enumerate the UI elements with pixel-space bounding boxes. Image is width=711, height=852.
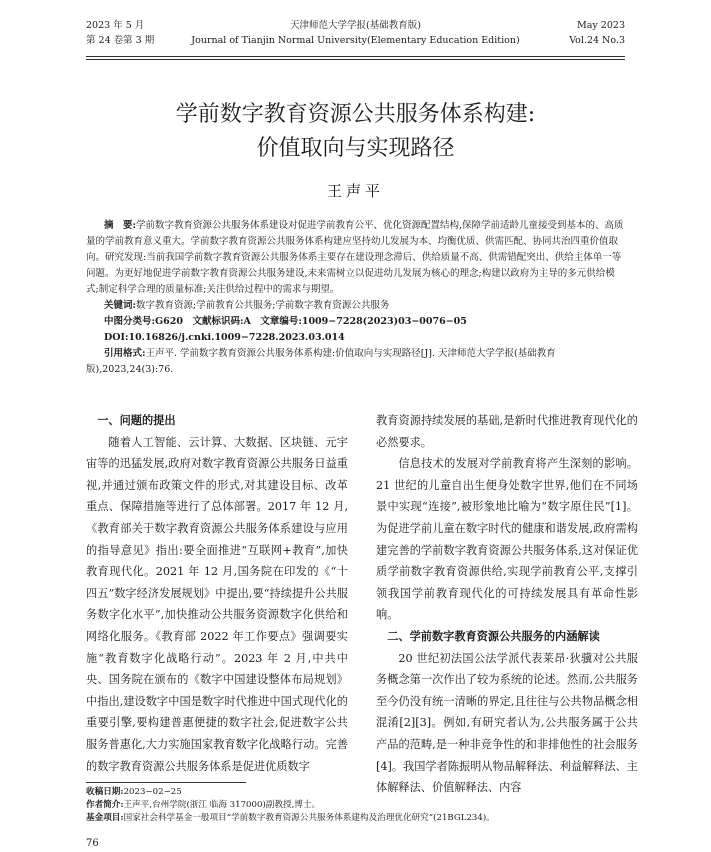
fund-label: 基金项目: <box>86 813 124 823</box>
body-paragraph: 20 世纪初法国公法学派代表莱昂·狄骥对公共服务概念第一次作出了较为系统的论述。然而,公共服务至今仍没有统一清晰的界定,且往往与公共物品概念相混淆[2][3]。例如,有研究者认为,公共服务属于公共产品的范畴,是一种非竞争性的和非排他性的社会服务[4]。我国学者陈振明从物品解释法、利益解释法、主体解释法、价值解释法、内容 <box>376 651 638 795</box>
classification <box>86 314 625 330</box>
citation <box>86 346 625 378</box>
article-title <box>60 98 651 166</box>
header-volume-en: Vol.24 No.3 <box>569 35 625 46</box>
keywords-label: 关键词: <box>104 300 137 311</box>
citation-text: 王声平. 学前数字教育资源公共服务体系构建:价值取向与实现路径[J]. 天津师范大学学报(基础教育版),2023,24(3):76. <box>86 348 556 375</box>
body-paragraph: 教育资源持续发展的基础,是新时代推进教育现代化的必然要求。 <box>376 414 638 449</box>
footnotes <box>86 786 651 825</box>
body-column-left <box>86 410 348 777</box>
section-heading: 一、问题的提出 <box>97 413 176 427</box>
author-info-label: 作者简介: <box>86 800 124 810</box>
header-rule <box>86 56 625 57</box>
body-paragraph: 随着人工智能、云计算、大数据、区块链、元宇宙等的迅猛发展,政府对数字教育资源公共服务日益重视,并通过颁布政策文件的形式,对其建设目标、改革重点、保障措施等进行了总体部署。2017 年 12 月,《教育部关于数字教育资源公共服务体系建设与应用的指导意见》指出:要全面推进“互联网+教育”,加快教育现代化。2021 年 12 月,国务院在印发的《“十四五”数字经济发展规划》中提出,要“持续提升公共服务数字化水平”,加快推动公共服务资源数字化供给和网络化服务。《教育部 2022 年工作要点》强调要实施“教育数字化战略行动”。2023 年 2 月,中共中央、国务院在颁布的《数字中国建设整体布局规划》中指出,建设数字中国是数字时代推进中国式现代化的重要引擎,要构建普惠便捷的数字社会,促进数字公共服务普惠化,大力实施国家教育数字化战略行动。完善的数字教育资源公共服务体系是促进优质数字 <box>86 435 348 773</box>
fund-info <box>86 812 651 825</box>
header-date-en: May 2023 <box>577 20 625 31</box>
author-name: 王声平 <box>326 182 384 200</box>
doi <box>86 330 625 346</box>
classification-text: 中图分类号:G620 文献标识码:A 文章编号:1009−7228(2023)03−0076−05 <box>104 316 467 327</box>
received-label: 收稿日期: <box>86 787 124 797</box>
title-line: 学前数字教育资源公共服务体系构建: <box>175 102 536 127</box>
received-text: 2023−02−25 <box>123 787 182 797</box>
footnote-rule <box>86 782 246 783</box>
fund-text: 国家社会科学基金一般项目“学前数字教育资源公共服务体系建构及治理优化研究”(21BGL234)。 <box>123 813 495 823</box>
keywords <box>86 298 625 314</box>
article-metadata <box>86 218 625 378</box>
doi-text: DOI:10.16826/j.cnki.1009−7228.2023.03.014 <box>104 332 345 343</box>
header-rule <box>86 59 625 60</box>
title-line: 价值取向与实现路径 <box>256 136 455 161</box>
header-volume: 第 24 卷第 3 期 <box>86 35 155 46</box>
keywords-text: 数字教育资源;学前教育公共服务;学前数字教育资源公共服务 <box>136 300 390 311</box>
body-paragraph: 信息技术的发展对学前教育将产生深刻的影响。21 世纪的儿童自出生便身处数字世界,他们在不同场景中实现“连接”,被形象地比喻为“数字原住民”[1]。为促进学前儿童在数字时代的健康和谐发展,政府需构建完善的学前数字教育资源公共服务体系,这对保证优质学前数字教育资源供给,实现学前教育公平,支撑引领我国学前教育现代化的可持续发展具有革命性影响。 <box>376 457 638 622</box>
received-date <box>86 786 651 799</box>
body-column-right <box>376 410 638 799</box>
header-date: 2023 年 5 月 <box>86 20 145 31</box>
abstract-label: 摘 要: <box>104 220 137 231</box>
author-info-text: 王声平,台州学院(浙江 临海 317000)副教授,博士。 <box>123 800 321 810</box>
header-journal-en: Journal of Tianjin Normal University(Elementary Education Edition) <box>191 35 520 46</box>
author-info <box>86 799 651 812</box>
abstract-text: 学前数字教育资源公共服务体系建设对促进学前教育公平、优化资源配置结构,保障学前适龄儿童接受到基本的、高质量的学前教育意义重大。学前数字教育资源公共服务体系构建应坚持幼儿发展为本、均衡优质、供需匹配、协同共治四重价值取向。研究发现:当前我国学前数字教育资源公共服务体系主要存在建设理念滞后、供给质量不高、供需错配突出、供给主体单一等问题。为更好地促进学前数字教育资源公共服务建设,未来需树立以促进幼儿发展为核心的理念;构建以政府为主导的多元供给模式;制定科学合理的质量标准;关注供给过程中的需求与期望。 <box>86 220 624 295</box>
abstract <box>86 218 625 298</box>
running-header <box>86 14 625 54</box>
header-right <box>569 18 625 48</box>
header-journal-cn: 天津师范大学学报(基础教育版) <box>290 20 421 31</box>
citation-label: 引用格式: <box>104 348 146 359</box>
page-number: 76 <box>86 838 99 849</box>
header-center <box>86 18 625 48</box>
section-heading: 二、学前数字教育资源公共服务的内涵解读 <box>387 628 600 643</box>
